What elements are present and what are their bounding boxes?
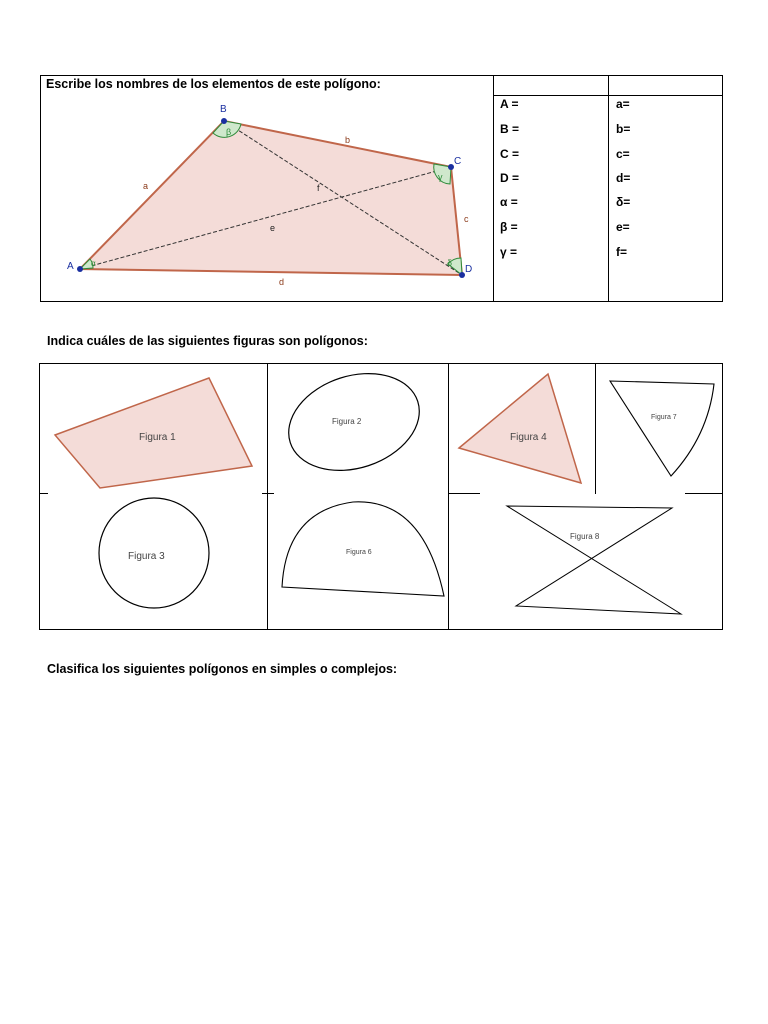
angle-alpha-label: α bbox=[91, 259, 96, 268]
polygon-elements-table bbox=[40, 75, 723, 302]
angle-beta-label: β bbox=[226, 127, 232, 137]
figure-7-shape bbox=[610, 381, 714, 476]
vertex-A-label: A bbox=[67, 261, 74, 272]
angle-gamma-label: γ bbox=[438, 172, 443, 182]
label-A: A = bbox=[500, 97, 519, 111]
table-header-line bbox=[493, 95, 723, 96]
vertex-B-label: B bbox=[220, 104, 227, 115]
figure-7-label: Figura 7 bbox=[651, 414, 677, 421]
vertex-D-label: D bbox=[465, 264, 473, 275]
angle-delta-label: δ bbox=[447, 258, 453, 268]
label-d: d= bbox=[616, 171, 631, 185]
label-C: C = bbox=[500, 147, 520, 161]
quadrilateral-shape bbox=[80, 121, 462, 275]
label-e: e= bbox=[616, 220, 630, 234]
label-c: c= bbox=[616, 147, 630, 161]
figure-8-label: Figura 8 bbox=[570, 532, 600, 541]
label-a: a= bbox=[616, 97, 630, 111]
question-1-title: Escribe los nombres de los elementos de este polígono: bbox=[46, 77, 381, 91]
figure-8-shape bbox=[507, 506, 681, 614]
question-3-title: Clasifica los siguientes polígonos en simples o complejos: bbox=[47, 662, 398, 676]
side-c-label: c bbox=[464, 214, 469, 224]
label-b: b= bbox=[616, 122, 631, 136]
diagonal-e-label: e bbox=[270, 223, 276, 233]
label-delta: δ= bbox=[616, 195, 631, 209]
figure-6-label: Figura 6 bbox=[346, 549, 372, 556]
table-divider bbox=[608, 76, 609, 301]
vertex-B-point bbox=[221, 118, 227, 124]
figure-2-label: Figura 2 bbox=[332, 417, 362, 426]
side-d-label: d bbox=[279, 277, 285, 287]
table-divider bbox=[493, 76, 494, 301]
figure-4-shape bbox=[459, 374, 581, 483]
label-D: D = bbox=[500, 171, 520, 185]
label-B: B = bbox=[500, 122, 520, 136]
quadrilateral-diagram bbox=[41, 76, 493, 301]
figures-grid bbox=[39, 363, 723, 630]
side-a-label: a bbox=[143, 181, 149, 191]
label-f: f= bbox=[616, 245, 628, 259]
figure-3-label: Figura 3 bbox=[128, 551, 165, 562]
side-b-label: b bbox=[345, 135, 351, 145]
figure-1-label: Figura 1 bbox=[139, 432, 176, 443]
diagonal-f-label: f bbox=[317, 183, 320, 193]
vertex-A-point bbox=[77, 266, 83, 272]
label-beta: β = bbox=[500, 220, 518, 234]
label-gamma: γ = bbox=[500, 245, 518, 259]
figures-drawing bbox=[40, 364, 722, 629]
vertex-C-label: C bbox=[454, 156, 462, 167]
question-2-title: Indica cuáles de las siguientes figuras son polígonos: bbox=[47, 334, 368, 348]
figure-4-label: Figura 4 bbox=[510, 432, 547, 443]
label-alpha: α = bbox=[500, 195, 518, 209]
